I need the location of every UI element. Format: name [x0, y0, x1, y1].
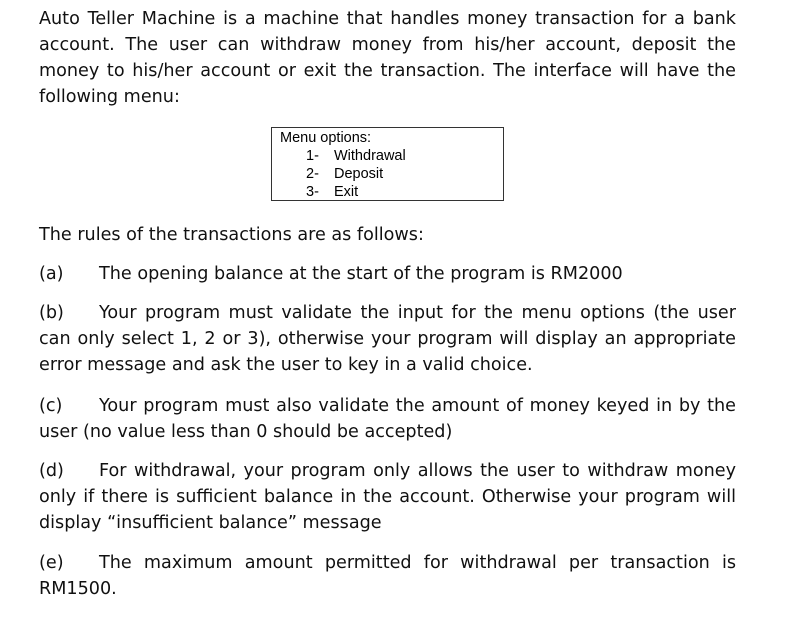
menu-title: Menu options:	[280, 130, 372, 146]
rule-b	[39, 300, 736, 378]
menu-item-number: 3-	[306, 184, 319, 200]
rule-text: The maximum amount permitted for withdrawal per transaction is RM1500.	[39, 553, 736, 599]
menu-item-label: Exit	[334, 184, 359, 200]
rule-text: For withdrawal, your program only allows the user to withdraw money only if there is sufficient balance in the account. Otherwise your program will display “insufficient balance” message	[39, 461, 736, 533]
rule-text: The opening balance at the start of the program is RM2000	[99, 264, 623, 284]
rule-c	[39, 393, 736, 445]
rule-d	[39, 458, 736, 536]
rule-label: (a)	[39, 264, 64, 284]
menu-options-box	[271, 127, 504, 201]
rule-text: Your program must also validate the amount of money keyed in by the user (no value less than 0 should be accepted)	[39, 396, 736, 442]
rule-label: (b)	[39, 303, 64, 323]
menu-item-number: 2-	[306, 166, 319, 182]
menu-item-label: Withdrawal	[334, 148, 406, 164]
menu-item-exit	[280, 183, 503, 201]
rule-text: Your program must validate the input for the menu options (the user can only select 1, 2 or 3), otherwise your program will display an appropriate error message and ask the user to key in a valid choice.	[39, 303, 736, 375]
rule-label: (d)	[39, 461, 64, 481]
rule-a	[39, 261, 736, 287]
rule-e	[39, 550, 736, 602]
menu-item-number: 1-	[306, 148, 319, 164]
rule-label: (e)	[39, 553, 64, 573]
rules-heading: The rules of the transactions are as follows:	[39, 225, 424, 245]
menu-item-label: Deposit	[334, 166, 384, 182]
menu-item-deposit	[280, 165, 503, 183]
rule-label: (c)	[39, 396, 63, 416]
menu-item-withdrawal	[280, 147, 503, 165]
intro-paragraph: Auto Teller Machine is a machine that handles money transaction for a bank account. The user can withdraw money from his/her account, deposit the money to his/her account or exit the transaction. The interface will have the following menu:	[39, 9, 736, 107]
